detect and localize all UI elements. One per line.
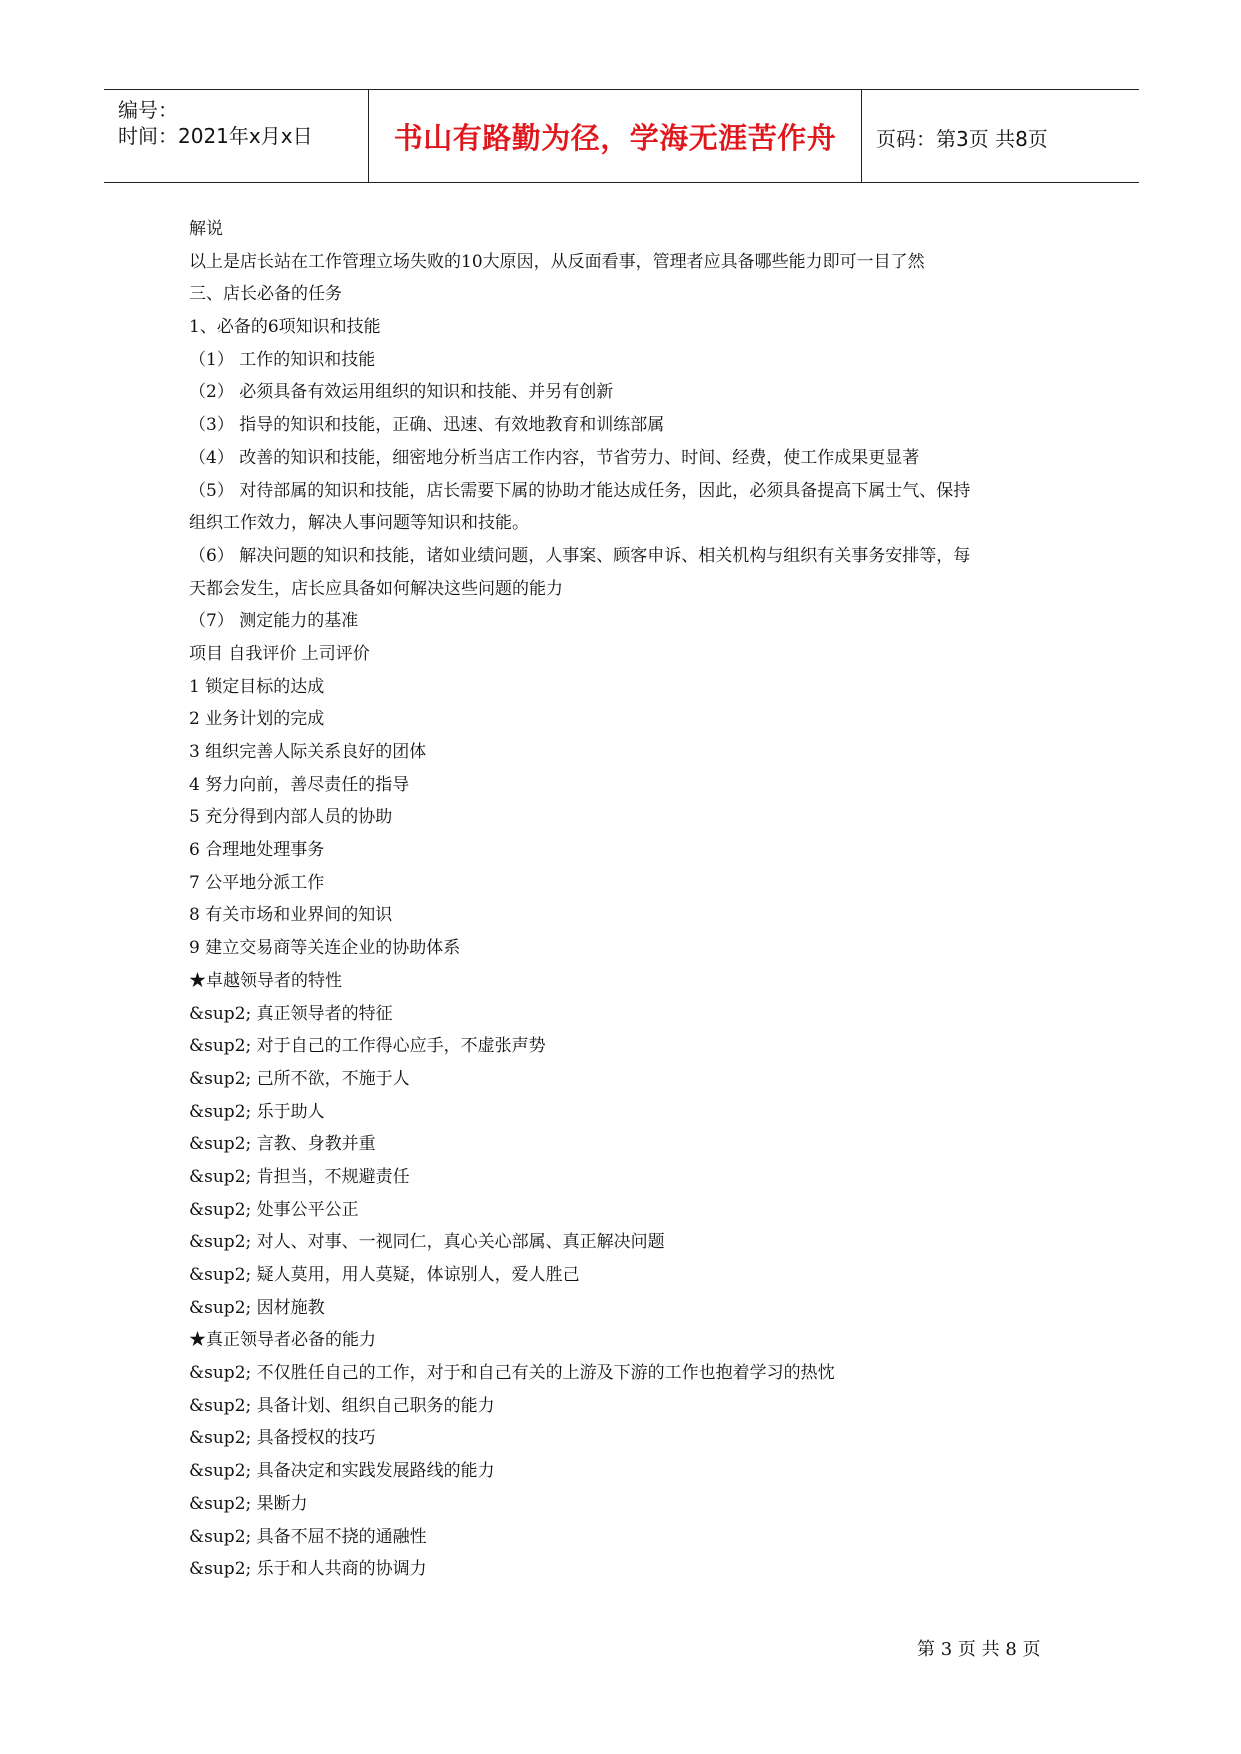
body-line: &sup2; 乐于和人共商的协调力 bbox=[189, 1559, 427, 1580]
body-line: &sup2; 不仅胜任自己的工作，对于和自己有关的上游及下游的工作也抱着学习的热忱 bbox=[189, 1363, 835, 1384]
page-footer: 第 3 页 共 8 页 bbox=[917, 1639, 1041, 1660]
header-info-cell bbox=[104, 90, 368, 182]
body-line: （3） 指导的知识和技能，正确、迅速、有效地教育和训练部属 bbox=[189, 415, 665, 436]
body-line: &sup2; 肯担当，不规避责任 bbox=[189, 1166, 410, 1187]
body-line: &sup2; 言教、身教并重 bbox=[189, 1134, 376, 1155]
body-line: （7） 测定能力的基准 bbox=[189, 611, 359, 632]
body-line: &sup2; 果断力 bbox=[189, 1493, 308, 1514]
body-line: （5） 对待部属的知识和技能，店长需要下属的协助才能达成任务，因此，必须具备提高下属士气、保持 bbox=[189, 480, 971, 501]
body-line: ★卓越领导者的特性 bbox=[189, 970, 342, 991]
document-number-label: 编号： bbox=[118, 98, 178, 122]
body-line: &sup2; 对于自己的工作得心应手，不虚张声势 bbox=[189, 1036, 546, 1057]
body-line: 1、必备的6项知识和技能 bbox=[189, 317, 381, 338]
document-header bbox=[104, 89, 1139, 183]
body-line: 3 组织完善人际关系良好的团体 bbox=[189, 742, 427, 762]
body-line: &sup2; 己所不欲，不施于人 bbox=[189, 1068, 410, 1089]
body-line: （6） 解决问题的知识和技能，诸如业绩问题，人事案、顾客申诉、相关机构与组织有关事务安排等，每 bbox=[189, 545, 971, 566]
body-line: &sup2; 真正领导者的特征 bbox=[189, 1003, 393, 1024]
body-line: ★真正领导者必备的能力 bbox=[189, 1330, 376, 1351]
body-line: （4） 改善的知识和技能，细密地分析当店工作内容，节省劳力、时间、经费，使工作成果更显著 bbox=[189, 447, 920, 468]
body-line: &sup2; 具备授权的技巧 bbox=[189, 1428, 376, 1449]
header-page-code: 页码：第3页 共8页 bbox=[876, 127, 1048, 151]
body-line: 6 合理地处理事务 bbox=[189, 840, 325, 861]
body-line: 以上是店长站在工作管理立场失败的10大原因，从反面看事，管理者应具备哪些能力即可一目了然 bbox=[189, 251, 925, 272]
header-motto: 书山有路勤为径，学海无涯苦作舟 bbox=[393, 121, 837, 155]
body-line: &sup2; 乐于助人 bbox=[189, 1101, 325, 1122]
body-line: &sup2; 具备决定和实践发展路线的能力 bbox=[189, 1461, 495, 1482]
body-line: 三、店长必备的任务 bbox=[189, 284, 342, 305]
body-line: &sup2; 疑人莫用，用人莫疑，体谅别人，爱人胜己 bbox=[189, 1265, 580, 1285]
document-time-label: 时间：2021年x月x日 bbox=[118, 124, 313, 148]
document-body bbox=[189, 213, 1069, 1586]
body-line: 4 努力向前，善尽责任的指导 bbox=[189, 774, 410, 795]
body-line: &sup2; 对人、对事、一视同仁，真心关心部属、真正解决问题 bbox=[189, 1232, 665, 1253]
body-line: 7 公平地分派工作 bbox=[189, 872, 325, 893]
body-line: &sup2; 处事公平公正 bbox=[189, 1199, 359, 1220]
body-line: &sup2; 因材施教 bbox=[189, 1297, 325, 1318]
header-page-cell bbox=[862, 90, 1139, 182]
body-line: 8 有关市场和业界间的知识 bbox=[189, 905, 393, 926]
body-line: 解说 bbox=[189, 219, 223, 239]
body-line: &sup2; 具备不屈不挠的通融性 bbox=[189, 1526, 427, 1547]
body-line: 项目 自我评价 上司评价 bbox=[189, 643, 370, 664]
body-line: 9 建立交易商等关连企业的协助体系 bbox=[189, 938, 461, 959]
body-line: 1 锁定目标的达成 bbox=[189, 676, 325, 697]
body-line: 组织工作效力，解决人事问题等知识和技能。 bbox=[189, 513, 529, 534]
body-line: （1） 工作的知识和技能 bbox=[189, 349, 376, 370]
body-line: 2 业务计划的完成 bbox=[189, 709, 325, 730]
body-line: 5 充分得到内部人员的协助 bbox=[189, 807, 393, 828]
body-line: 天都会发生，店长应具备如何解决这些问题的能力 bbox=[189, 578, 563, 599]
body-line: （2） 必须具备有效运用组织的知识和技能、并另有创新 bbox=[189, 382, 614, 403]
body-line: &sup2; 具备计划、组织自己职务的能力 bbox=[189, 1395, 495, 1416]
header-motto-cell bbox=[368, 90, 862, 182]
